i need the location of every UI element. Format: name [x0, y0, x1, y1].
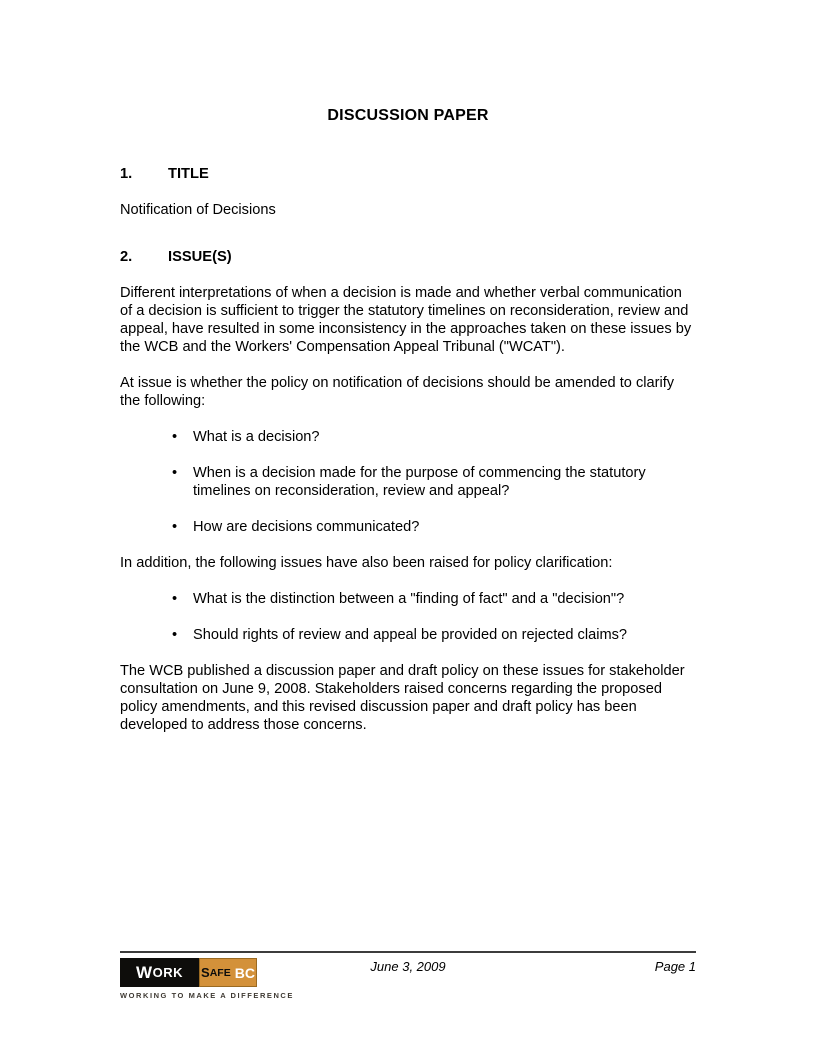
- list-item: [120, 464, 696, 500]
- bullet-icon: •: [172, 465, 178, 481]
- logo-tagline: WORKING TO MAKE A DIFFERENCE: [120, 991, 294, 1000]
- list-item-text: How are decisions communicated?: [193, 519, 420, 535]
- logo-work-rest: ORK: [152, 965, 183, 980]
- list-item-text: What is a decision?: [193, 429, 320, 445]
- list-item-text: Should rights of review and appeal be provided on rejected claims?: [193, 627, 628, 643]
- footer-date: June 3, 2009: [370, 959, 446, 974]
- bullet-icon: •: [172, 627, 178, 643]
- logo-safe-initial: S: [201, 965, 210, 980]
- page-footer: [120, 951, 696, 1000]
- list-item-text: What is the distinction between a "finding of fact" and a "decision"?: [193, 591, 625, 607]
- section-2-title: ISSUE(S): [168, 249, 232, 265]
- paragraph: The WCB published a discussion paper and draft policy on these issues for stakeholder consultation on June 9, 2008. Stakeholders raised concerns regarding the proposed policy amendments, and this revised discussion paper and draft policy has been developed to address those concerns.: [120, 663, 685, 733]
- bullet-icon: •: [172, 519, 178, 535]
- bullet-icon: •: [172, 429, 178, 445]
- paragraph: Different interpretations of when a decision is made and whether verbal communication of a decision is sufficient to trigger the statutory timelines on reconsideration, review and appeal, have resulted in some inconsistency in the approaches taken on these issues by the WCB and the Workers' Compensation Appeal Tribunal ("WCAT").: [120, 285, 692, 355]
- list-item-text: When is a decision made for the purpose of commencing the statutory timelines on reconsideration, review and appeal?: [193, 465, 646, 499]
- section-1-number: 1.: [120, 166, 133, 182]
- section-1-body: Notification of Decisions: [120, 202, 276, 218]
- document-title: DISCUSSION PAPER: [327, 107, 489, 124]
- paragraph: In addition, the following issues have also been raised for policy clarification:: [120, 555, 613, 571]
- section-2-heading: [120, 248, 696, 266]
- section-1-heading: [120, 165, 696, 183]
- section-2-number: 2.: [120, 249, 133, 265]
- list-item: [120, 428, 696, 446]
- list-item: [120, 590, 696, 608]
- section-1-title: TITLE: [168, 166, 209, 182]
- logo-work-initial: W: [136, 962, 153, 982]
- logo-safe-rest: AFE: [209, 966, 231, 979]
- footer-page-number: Page 1: [654, 959, 696, 974]
- list-item: [120, 626, 696, 644]
- paragraph: At issue is whether the policy on notification of decisions should be amended to clarify the following:: [120, 375, 675, 409]
- list-item: [120, 518, 696, 536]
- bullet-icon: •: [172, 591, 178, 607]
- logo-bc-text: BC: [234, 964, 255, 981]
